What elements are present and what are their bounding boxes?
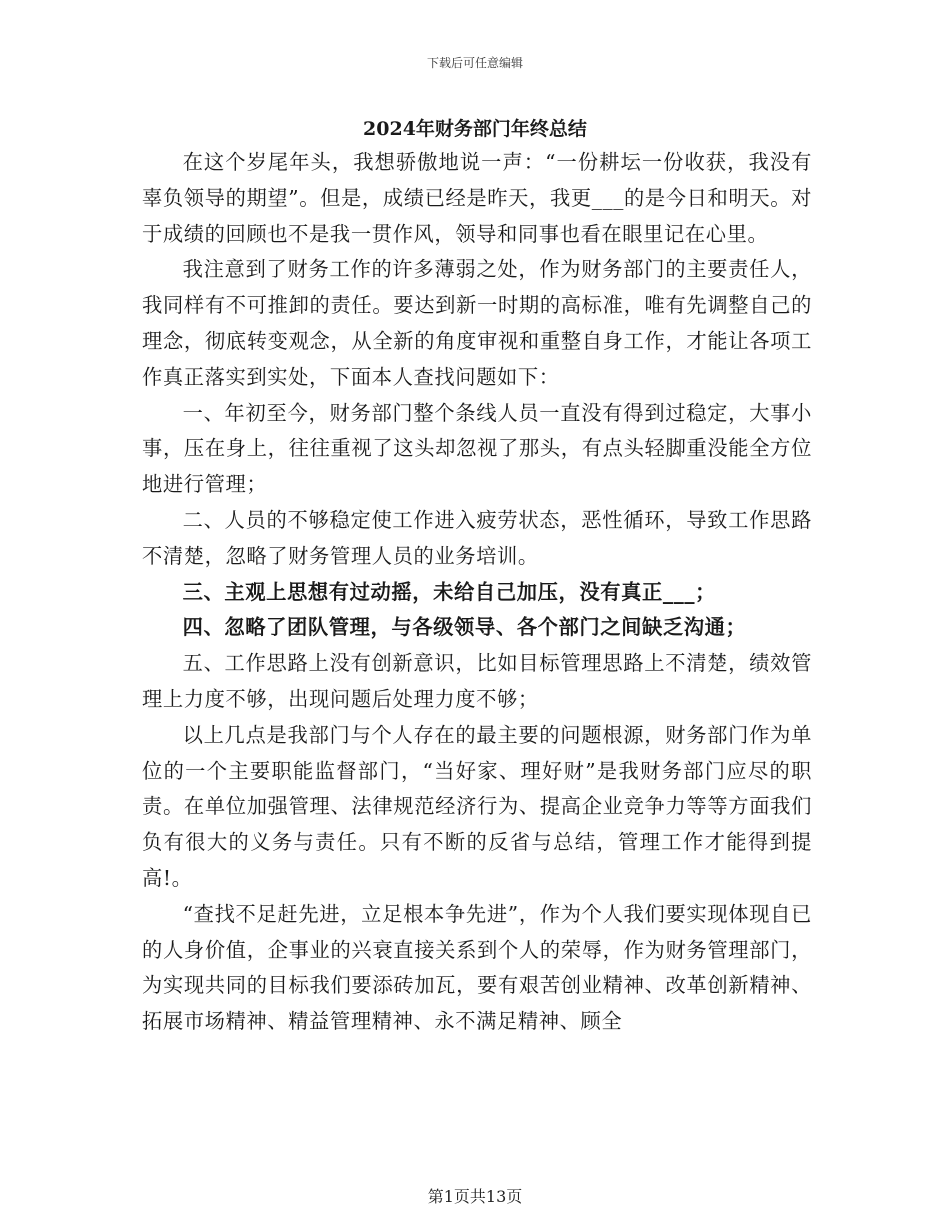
document-title: 2024年财务部门年终总结 <box>363 118 587 140</box>
paragraph: 在这个岁尾年头，我想骄傲地说一声：“一份耕坛一份收获，我没有辜负领导的期望”。但是，成绩已经是昨天，我更___的是今日和明天。对于成绩的回顾也不是我一贯作风，领导和同事也看在眼里记在心里。 <box>142 150 812 246</box>
paragraph: 五、工作思路上没有创新意识，比如目标管理思路上不清楚，绩效管理上力度不够，出现问题后处理力度不够； <box>142 651 812 711</box>
document-body <box>142 145 812 1040</box>
paragraph-bold: 三、主观上思想有过动摇，未给自己加压，没有真正___； <box>182 579 716 604</box>
header-note: 下载后可任意编辑 <box>426 56 523 70</box>
paragraph: 以上几点是我部门与个人存在的最主要的问题根源，财务部门作为单位的一个主要职能监督部门，“当好家、理好财”是我财务部门应尽的职责。在单位加强管理、法律规范经济行为、提高企业竞争力等等方面我们负有很大的义务与责任。只有不断的反省与总结，管理工作才能得到提高!。 <box>142 722 812 890</box>
paragraph: “查找不足赶先进，立足根本争先进”，作为个人我们要实现体现自已的人身价值，企事业的兴衰直接关系到个人的荣辱，作为财务管理部门，为实现共同的目标我们要添砖加瓦，要有艰苦创业精神、改革创新精神、拓展市场精神、精益管理精神、永不满足精神、顾全 <box>142 901 812 1034</box>
paragraph: 一、年初至今，财务部门整个条线人员一直没有得到过稳定，大事小事，压在身上，往往重视了这头却忽视了那头，有点头轻脚重没能全方位地进行管理； <box>142 400 812 497</box>
page-number-footer: 第1页共13页 <box>427 1187 523 1206</box>
paragraph: 二、人员的不够稳定使工作进入疲劳状态，恶性循环，导致工作思路不清楚，忽略了财务管理人员的业务培训。 <box>142 507 812 568</box>
paragraph: 我注意到了财务工作的许多薄弱之处，作为财务部门的主要责任人，我同样有不可推卸的责任。要达到新一时期的高标准，唯有先调整自己的理念，彻底转变观念，从全新的角度审视和重整自身工作，才能让各项工作真正落实到实处，下面本人查找问题如下： <box>142 257 812 389</box>
paragraph-bold: 四、忽略了团队管理，与各级领导、各个部门之间缺乏沟通； <box>182 615 747 640</box>
